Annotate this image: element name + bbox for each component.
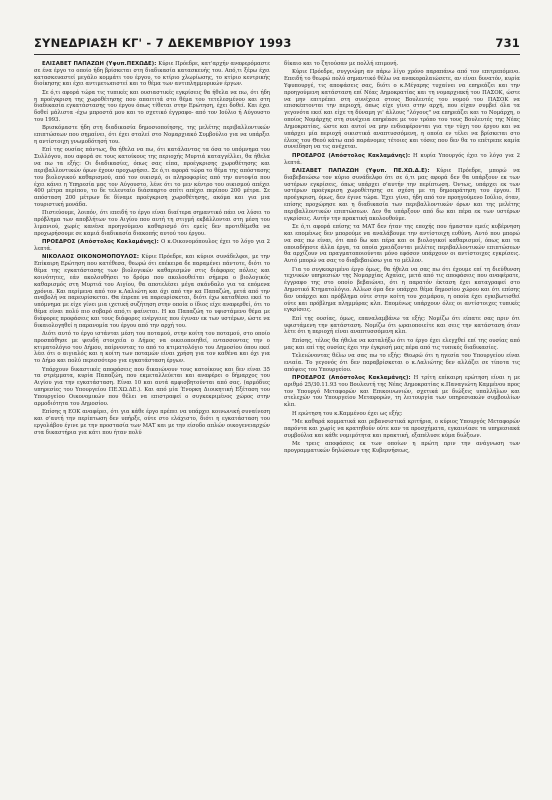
paragraph-text: Βρισκόμαστε ήδη στη διαδικασία δημοσιοποίησης, της μελέτης περιβαλλοντικών επιπτώσεων που σημαίνει, ότι έχει σταλεί στο Νομαρχιακό Συμβούλιο για να υπάρξει η αντίστοιχη γνωμοδότησή του. [34,125,270,146]
paragraph-text: Επί της ουσίας, όμως, επαναλαμβάνω τα εξής: Νομίζω ότι είπατε σας πριν ότι υφιστάμενη την κατάσταση. Νομίζω ότι ωραιοποιείτε και σεις την κατάσταση όταν λέτε ότι η περιοχή είναι αναπτυσσόμενη κλπ. [284,315,520,336]
paragraph-text: Κύριε Πρόεδρε, κατ'αρχήν αναφερόμαστε σε ένα έργο το οποίο ήδη βρίσκεται στη διαδικασία κατασκευής του. Από,τι ξέρω έχει κατασκευαστεί μεγάλο κομμάτι του έργου, το κτίριο χλωρίωσης, το κτίριο κεντρικής διοίκησης και έχει αντιμετωπιστεί και το θέμα των αντιπλημμυρικών έργων. [34,61,270,88]
paragraph [34,331,270,365]
paragraph [34,210,270,237]
paragraph [284,153,520,167]
paragraph [284,267,520,315]
paragraph-text: Κύριε Πρόεδρε, μπορώ να διαβεβαιώσω τον κύριο συνάδελφο ότι σε ό,τι μας αφορά δεν θα υπάρξουν εκ των υστέρων εγκρίσεις, όπως υπάρχει σ'αυτήν την περίπτωση. Όντως, υπάρχει εκ των υστέρων προέγκριση χωροθέτησης σε σχέση με τη δημοπράτηση του έργου. Η προέγκριση, όμως, δεν έγινε τώρα. Έχει γίνει, ήδη από τον προηγούμενο Ιούλιο, όταν, επίσης προχώρησε και η διαδικασία των περιβαλλοντικών όρων και της μελέτης περιβαλλοντικών επιπτώσεων. Δεν θα υπάρξουν από δω και πέρα εκ των υστέρων εγκρίσεις. Αυτήν την πρακτική ακολουθούμε. [284,167,520,222]
header-rule [34,54,520,55]
paragraph-text: Τελειώνοντας θέλω να σας πω το εξής: Θεωρώ ότι η ηγεσία του Υπουργείου είναι ενιαία. Το γεγονός ότι δεν παραβρίσκεται ο κ.Λαλιώτης δεν αλλάζει σε τίποτα τις απόψεις του Υπουργείου. [284,352,520,373]
paragraph-text: Σε ό,τι αφορά τώρα τις τυπικές και ουσιαστικές εγκρίσεις θα ήθελα να πω, ότι ήδη η προέγκριση της χωροθέτησης που απαιτιτά στο θέμα του τετελεσμένου και στη διαδικασία εγκατάστασης του έργου όπως τίθεται στην Ερώτηση, έχει δοθεί. Και έχει δοθεί μάλιστα -έχω μπροστά μου και το σχετικό έγγραφο- από τον Ιούλιο ή Αύγουστο του 1993. [34,89,270,124]
paragraph-text: Η ερώτηση του κ.Καμμένου έχει ως εξής: [292,410,403,417]
paragraph-text: Επίσης η ΕΟΚ αναφέρει, ότι για κάθε έργο πρέπει να υπάρχει κοινωνική συναίνεση και σ'αυτή την περίπτωση δεν υπήρξε, ούτε στο ελάχιστο, διότι η εγκατάσταση του εργολάβου έγινε με την προστασία των ΜΑΤ και με την είσοδο απλών οικογενειαρχών στα δικαστήρια για κάτι που ήταν πολύ [34,409,270,436]
paragraph [34,125,270,145]
paragraph [34,254,270,329]
paragraph-text: Πιστεύουμε, λοιπόν, ότι επειδή το έργο είναι διαίτερα σημαντικό πάει να λύσει το πρόβλημα των αποβλήτων του Αιγίου που αυτή τη στιγμή εκβάλλονται στη μέση του λιμανιού, χωρίς κανένα προηγούμενο καθαρισμό ότι εμείς δεν προτιθέμεθα να προχωρήσουμε σε καμιά διαδικασία διακοπής αυτού του έργου. [34,210,270,237]
text-columns [34,61,520,456]
speaker-name: ΠΡΟΕΔΡΟΣ (Απόστολος Κακλαμάνης): [42,239,159,246]
paragraph [34,409,270,436]
paragraph-text: Κύριε Πρόεδρε, και κύριοι συνάδελφοι, με την Επίκαιρη Ερώτηση που κατέθεσα, θεωρώ ότι επέκειρα δε παραμένει πάντοτε, διότι το θέμα της εγκατάστασης των βιολογικών καθαρισμών στις διάφορες πόλεις και κοινότητες, εάν ακολουθήσει το δρόμο που ακολουθείται σήμερα ο βιολογικός καθαρισμός στη Μυρτιά του Αιγίου, θα αποτελέσει μέγα σκάνδαλο για τα επόμενα χρόνια. Και περίμενα από τον κ.Λαλιώτη και όχι από την κα Παπαζώη, μετά από την αναβολή να παρευρίσκεται. Θα έπρεπε να παρευρίσκεται, διότι έχω καταθέσει εκεί το υπόμνημα με είχε γίνει μια ιχετική συζήτηση στην οποία ο ίδιος είχε αναφερθεί, ότι το θέμα είναι πολύ πιο σοβαρό από,τι φαίνεται. Η κα Παπαζώη το υφιστάμενο θέμα με διάφορες προφάσεις και τους διάφορες ενέργειες που έγιναν εκ των υστέρων, ώστε να δικαιολογηθεί η παρανομία του έργου από την αρχή του. [34,254,270,329]
session-title: ΣΥΝΕΔΡΙΑΣΗ ΚΓ' - 7 ΔΕΚΕΜΒΡΙΟΥ 1993 [34,36,292,50]
paragraph [284,338,520,352]
paragraph-text: Για το συγκεκριμένο έργο όμως, θα ήθελα να σας πω ότι έχουμε επί τη διεύθυνση τεχνικών υπηρεσιών της Νομαρχίας Αχαΐας, μετά από τις αποφάσεις που αναφέρατε, έγγραφο της στο οποίο βεβαιώνει, ότι η παρατόν έκταση έχει καταγραφεί στο Δημοτικό Κτηματολόγιο. Αλλωσ όμα δεν υπάρχει θέμα δημοσίου χώρου και ότι επίσης δεν υπάρχει και πρόβλημα ούτε στην κοίτη του χειμάρου, η οποία έχει εγκιβωτισθεί ούτε και πρόβλημα πλημμύρας κλπ. Επομένως υπάρχουν όλες οι αντίστοιχες τυπικές εγκρίσεις. [284,266,520,314]
paragraph [284,411,520,418]
paragraph-text: δίκαιο και το ζητούσαν με πολλή επιμονή. [284,61,399,67]
paragraph [34,367,270,408]
paragraph [284,224,520,265]
speaker-name: ΝΙΚΟΛΑΟΣ ΟΙΚΟΝΟΜΟΠΟΥΛΟΣ: [42,254,140,261]
paragraph [34,90,270,124]
paragraph [284,61,520,68]
paragraph [34,61,270,88]
paragraph [284,69,520,151]
paragraph-text: Κύριε Πρόεδρε, συγγνώμη αν πάρω λίγο χρόνο παραπάνω από τον επιτρεπόμενο. Επειδή το θεωρώ πολύ σημαντικό θέλω να ανακεφαλαιώσετε, αν είναι δυνατόν, κυρία Υφυπουργέ, τις αποφάσεις σας, διότι ο κ.Μέγαρης τυχαίνει να επηρεάζει και την προηγούμενη κατάσταση επί Νέας Δημοκρατίας και τη νομαρχιακή του ΠΑΣΟΚ, ώστε να μην επιτρέπει στη συνέχεια στους Βουλευτές του νομού του ΠΑΣΟΚ να επισκέπτονται την περιοχή, όπως είχε γίνει στην αρχή, που είχαν συμβεί όλα τα γεγονότα εκεί και είχε τη δύναμη γι' άλλους "λόγους" να επηρεάζει και το Νομάρχη, ο οποίος Νομάρχης στη συνέχεια επηρέασε με τον τρόπο του τους Βουλευτές της Νέας Δημοκρατίας, ώστε και αυτοί να μην ενδιαφέρονται για την τύχη του έργου και να υπάρχει μία περιοχή οικιστικά αναπτυσσόμενη, η οποία εν τέλει να βρίσκεται στο έλεος του Θεού κάτω από παράνομες τέτοιες και τόσες που δεν θα το επέτρεπε καμία συνείδηση να τις ανέχεται. [284,69,520,151]
paragraph-text: "Με καθαρά κομματικά και ρεβανσιστικά κριτήρια, ο κύριος Υπουργός Μεταφορών παρόντα και χωρίς να κρατηθούν ούτε καν τα προσχήματα, εγκαινίασε τα υπηρεσιακά συμβούλια και κάθε νομιμότητα και πρακτική, εξαπέλυσε κύμα διώξεων. [284,418,520,439]
paragraph-text: Η κυρία Υπουργός έχει το λόγο για 2 λεπτά. [284,152,520,166]
paragraph [284,316,520,336]
paragraph-text: Διότι αυτό το έργο ιστάνται μέση του ποταμού, στην κοίτη του ποταμού, στο οποίο προσπάθησε με ψευδή στοιχεία ο Δήμος να οικειοποιηθεί, εντασσοντας την ο κτιματολόγιο του Δήμου, παίρνοντας το από το κτιματολόγιο του Δημοσίου όπου εκεί λέει ότι ο αιγιαλός και η κοίτη των ποταμών είναι χρήση για τον καθένα και όχι για το Δήμο και πολύ περισσότερο για εγκατάσταση έργων. [34,330,270,365]
speaker-name: ΠΡΟΕΔΡΟΣ (Απόστολος Κακλαμάνης): [292,374,411,381]
paragraph [284,168,520,223]
paragraph-text: Υπάρχουν δικαστικές αποφάσεις που δικαιώνουν τους κατοίκους και δεν είναι 35 τα στρέμματα, κυρία Παπαζώη, που εκμεταλλεύεται και αναφέρει ο δήμαρχος του Αιγίου για την εγκατάσταση. Είναι 10 και αυτά αμφισβητούνται από σας. (αρμόδιες υπηρεσίες του Υπουργείου ΠΕ.ΧΩ.ΔΕ.). Και από μία Ένορκη Διοικητική Εξέταση του Υπουργείου Οικονομικών που θέλει να επιστραφεί ο συγκεκριμένος χώρος στην αρμοδιότητα του Δημοσίου. [34,366,270,407]
paragraph [34,147,270,208]
speaker-name: ΕΛΙΣΑΒΕΤ ΠΑΠΑΖΩΗ (Υφυπ.ΠΕΧΩΔΕ): [42,61,157,67]
page-header [34,0,520,50]
right-column [284,61,520,456]
paragraph-text: Επί της ουσίας πάντως, θα ήθελα να πω, ότι κατάλαντας τα όσα το υπόμνημα του Συλλόγου, που αφορά σε τους κατοίκους της περιοχής Μυρτιά καταγγέλλει, θα ήθελα να πω τα εξής: Οι διαδικασίες, όπως σας είπα, προέγκρισης χωροθέτησης και περιβαλλοντικών όρων έχουν προχωρήσει. Σε ό,τι αφορά τώρα το θέμα της απόστασης του βιολογικού καθαρισμού, από τον οικισμό, οι πληροφορίες από την αυτοψία που έχει κάνει η Υπηρεσία μας τον Αύγουστο, λένε ότι το μεν κέντρο του οικισμού απέχει 400 μέτρα περίπου, το δε τελευταίο διάσπαρτο σπίτι απέχει περίπου 200 μέτρα. Σε απόσταση 200 μέτρων δε δίναμε προέγκριση χωροθέτησης, ακόμα και για μια τουριστική μονάδα. [34,147,270,209]
paragraph-text: Με τρεις αποφάσεις εκ των οποίων η πρώτη πριν την ανάγνωση των προγραμματικών δηλώσεων της Κυβερνήσεως, [284,440,520,454]
paragraph [284,353,520,373]
paragraph-text: Ο κ.Οικονομόπουλος έχει το λόγο για 2 λεπτά. [34,239,270,253]
paragraph-text: Επίσης, τέλος θα ήθελα να καταλήξω ότι το έργο έχει ελεγχθεί επί της ουσίας από μας και επί της ουσίας έχει την έγκρισή μας πέρα από τις τυπικές διαδικασίες. [284,337,520,351]
left-column [34,61,270,456]
paragraph [34,239,270,253]
paragraph [284,441,520,455]
speaker-name: ΠΡΟΕΔΡΟΣ (Απόστολος Κακλαμάνης): [292,152,411,159]
paragraph-text: Σε ό,τι αφορά επίσης τα ΜΑΤ δεν ήταν της εποχής που ήμασταν εμείς κυβέρνηση και επομένως δεν μπορούμε να αναλάβουμε την αντίστοιχη ευθύνη. Αυτό που μπορώ να σας πω είναι, ότι από δω και πέρα και οι βιολογικοί καθαρισμοί, όπως και τα οποιαδήποτε άλλα έργα, τα οποία χρειάζονται μελέτες περιβαλλοντικών επιπτώσεων θα αρχίζουν να πραγματοποιούνται μόνο εφόσον υπάρχουν οι αντίστοιχες εγκρίσεις. Αυτό μπορώ να σας το διαβεβαιώσω για το μέλλον. [284,224,520,265]
paragraph [284,419,520,439]
paragraph-text: Η τρίτη επίκαιρη ερώτηση είναι η με αριθμό 25/30.11.93 του Βουλευτή της Νέας Δημοκρατίας κ.Παναγιώτη Καμμένου προς τον Υπουργό Μεταφορών και Επικοινωνιών, σχετικά με διώξεις υπαλλήλων και στελεχών του Υπουργείου Μεταφορών, τη λειτουργία των υπηρεσιακών συμβουλίων κλπ. [284,374,520,409]
page-number: 731 [495,36,520,50]
speaker-name: ΕΛΙΣΑΒΕΤ ΠΑΠΑΖΩΗ (Υφυπ. ΠΕ.ΧΩ.Δ.Ε): [292,167,430,174]
paragraph [284,375,520,409]
